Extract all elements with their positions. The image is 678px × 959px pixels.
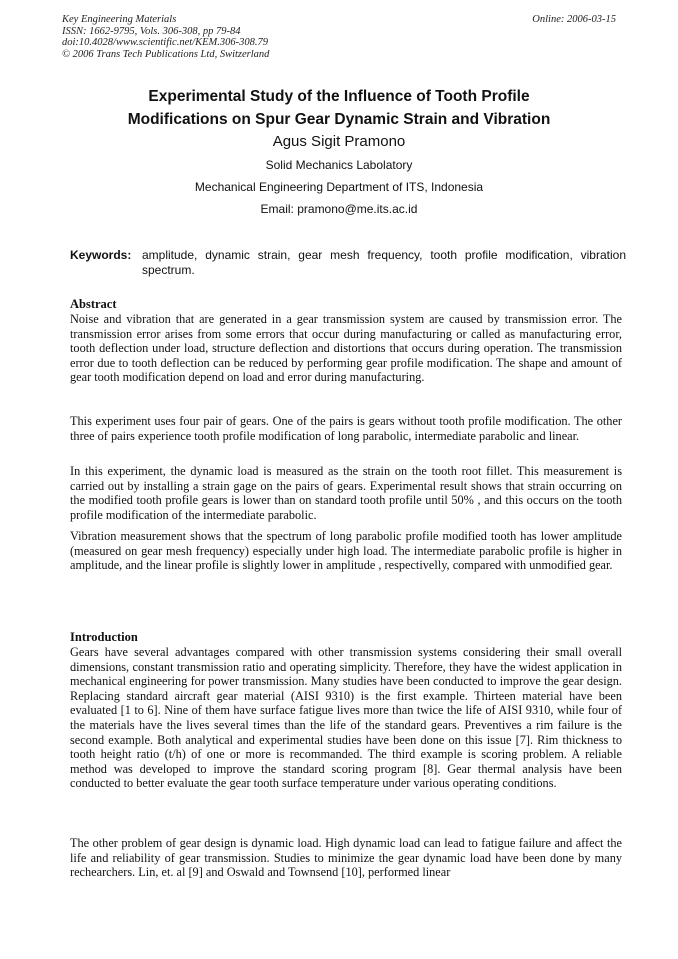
affiliation-lab: Solid Mechanics Labolatory [265, 158, 413, 172]
online-date: Online: 2006-03-15 [532, 14, 616, 25]
copyright-line: © 2006 Trans Tech Publications Ltd, Switzerland [62, 48, 270, 60]
intro-paragraph-1: Gears have several advantages compared with other transmission systems considering their small overall dimensions, constant transmission ratio and operating simplicity. Therefore, they have the widest application in mechanical engineering for power transmission. Many studies have been conducted to improve the gear design. Replacing standard aircraft gear material (AISI 9310) is the first example. Thirteen material have been evaluated [1 to 6]. Nine of them have surface fatigue lives more than twice the life of AISI 9310, while four of the materials have the lives several times than the life of the standard gears. Preventives a rim failure is the second example. Both analytical and experimental studies have been done on this issue [7]. Rim thickness to tooth height ratio (t/h) of one or more is recommanded. The third example is scoring problem. A reliable method was developed to improve the standard scoring program [8]. Gear thermal analysis have been conducted to better evaluate the gear tooth surface temperature under various operating conditions. [70, 645, 622, 791]
page-header [62, 14, 616, 60]
intro-paragraph-2: The other problem of gear design is dynamic load. High dynamic load can lead to fatigue failure and affect the life and reliability of gear transmission. Studies to minimize the gear dynamic load have been done by many rechearchers. Lin, et. al [9] and Oswald and Townsend [10], performed linear [70, 836, 622, 880]
title-line-2: Modifications on Spur Gear Dynamic Strain and Vibration [127, 111, 551, 128]
keywords-block [70, 248, 626, 278]
author-name: Agus Sigit Pramono [272, 133, 406, 150]
affiliation-dept: Mechanical Engineering Department of ITS, Indonesia [194, 180, 484, 194]
title-line-1: Experimental Study of the Influence of Tooth Profile [148, 88, 530, 105]
abstract-heading: Abstract [70, 297, 117, 311]
introduction-heading: Introduction [70, 630, 138, 644]
abstract-paragraph-1: Noise and vibration that are generated in a gear transmission system are caused by transmission error. The transmission error arises from some errors that occur during manufacturing or called as manufacturing error, tooth deflection under load, structure deflection and distortions that occurs during operation. The transmission error due to tooth deflection can be reduced by performing gear profile modification. The shape and amount of gear tooth modification depend on load and error during manufacturing. [70, 312, 622, 385]
author-email: Email: pramono@me.its.ac.id [260, 202, 418, 216]
issn-line: ISSN: 1662-9795, Vols. 306-308, pp 79-84 [62, 25, 241, 37]
abstract-paragraph-4: Vibration measurement shows that the spectrum of long parabolic profile modified tooth has lower amplitude (measured on gear mesh frequency) especially under high load. The intermediate parabolic profile is higher in amplitude, and the linear profile is slightly lower in amplitude , respectivelly, compared with unmodified gear. [70, 529, 622, 573]
journal-name: Key Engineering Materials [62, 14, 177, 25]
keywords-label: Keywords: [70, 248, 132, 262]
doi-line: doi:10.4028/www.scientific.net/KEM.306-308.79 [62, 37, 268, 48]
paper-title [0, 85, 678, 131]
keywords-text: amplitude, dynamic strain, gear mesh frequency, tooth profile modification, vibration spectrum. [142, 248, 626, 277]
abstract-paragraph-2: This experiment uses four pair of gears. One of the pairs is gears without tooth profile modification. The other three of pairs experience tooth profile modification of long parabolic, intermediate parabolic and linear. [70, 414, 622, 443]
abstract-paragraph-3: In this experiment, the dynamic load is measured as the strain on the tooth root fillet. This measurement is carried out by installing a strain gage on the pairs of gears. Experimental result shows that strain occurring on the modified tooth profile gears is lower than on standard tooth profile until 50% , and this occurs on the tooth profile modification of the intermediate parabolic. [70, 464, 622, 522]
